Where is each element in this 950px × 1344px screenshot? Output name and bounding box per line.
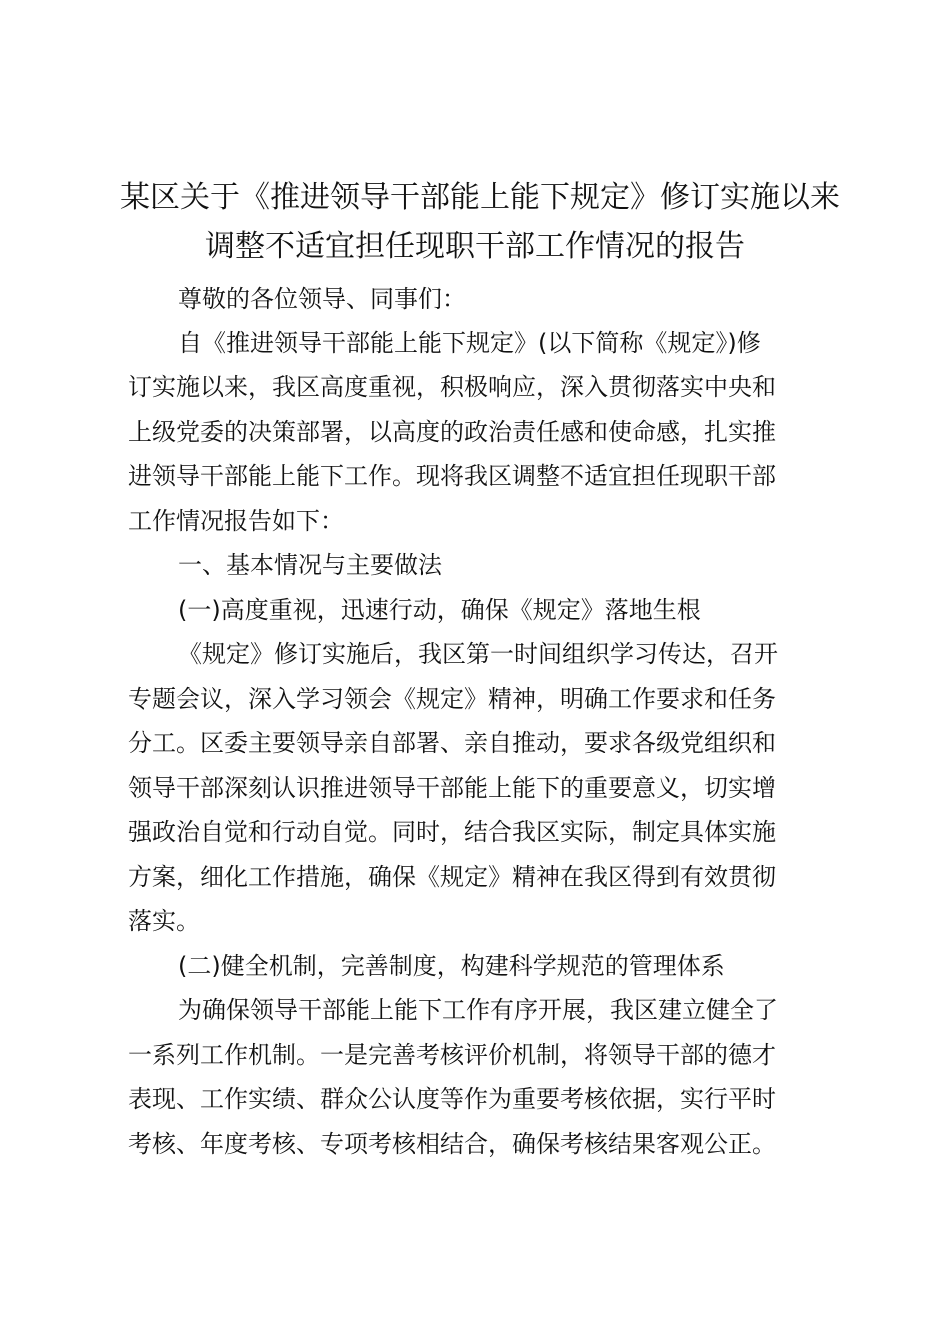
paragraph-line: 方案，细化工作措施，确保《规定》精神在我区得到有效贯彻 [128, 863, 776, 891]
paragraph-line: 强政治自觉和行动自觉。同时，结合我区实际，制定具体实施 [128, 818, 776, 846]
section-heading: 一、基本情况与主要做法 [178, 551, 442, 579]
salutation: 尊敬的各位领导、同事们： [178, 285, 466, 313]
document-title-line-2: 调整不适宜担任现职干部工作情况的报告 [205, 229, 745, 264]
paragraph-line: 专题会议，深入学习领会《规定》精神，明确工作要求和任务 [128, 685, 776, 713]
paragraph-line: 上级党委的决策部署，以高度的政治责任感和使命感，扎实推 [128, 418, 776, 446]
document-title-line-1: 某区关于《推进领导干部能上能下规定》修订实施以来 [120, 180, 840, 215]
paragraph-line: 为确保领导干部能上能下工作有序开展，我区建立健全了 [178, 996, 778, 1024]
paragraph-line: 分工。区委主要领导亲自部署、亲自推动，要求各级党组织和 [128, 729, 776, 757]
paragraph-line: 工作情况报告如下： [128, 507, 344, 535]
subsection-heading: (二)健全机制，完善制度，构建科学规范的管理体系 [178, 952, 725, 980]
paragraph-line: 自《推进领导干部能上能下规定》(以下简称《规定》)修 [178, 329, 761, 357]
paragraph-line: 领导干部深刻认识推进领导干部能上能下的重要意义，切实增 [128, 774, 776, 802]
paragraph-line: 落实。 [128, 907, 200, 935]
paragraph-line: 进领导干部能上能下工作。现将我区调整不适宜担任现职干部 [128, 462, 776, 490]
paragraph-line: 《规定》修订实施后，我区第一时间组织学习传达，召开 [178, 640, 778, 668]
subsection-heading: (一)高度重视，迅速行动，确保《规定》落地生根 [178, 596, 701, 624]
paragraph-line: 表现、工作实绩、群众公认度等作为重要考核依据，实行平时 [128, 1085, 776, 1113]
paragraph-line: 考核、年度考核、专项考核相结合，确保考核结果客观公正。 [128, 1130, 776, 1158]
paragraph-line: 订实施以来，我区高度重视，积极响应，深入贯彻落实中央和 [128, 373, 776, 401]
paragraph-line: 一系列工作机制。一是完善考核评价机制，将领导干部的德才 [128, 1041, 776, 1069]
